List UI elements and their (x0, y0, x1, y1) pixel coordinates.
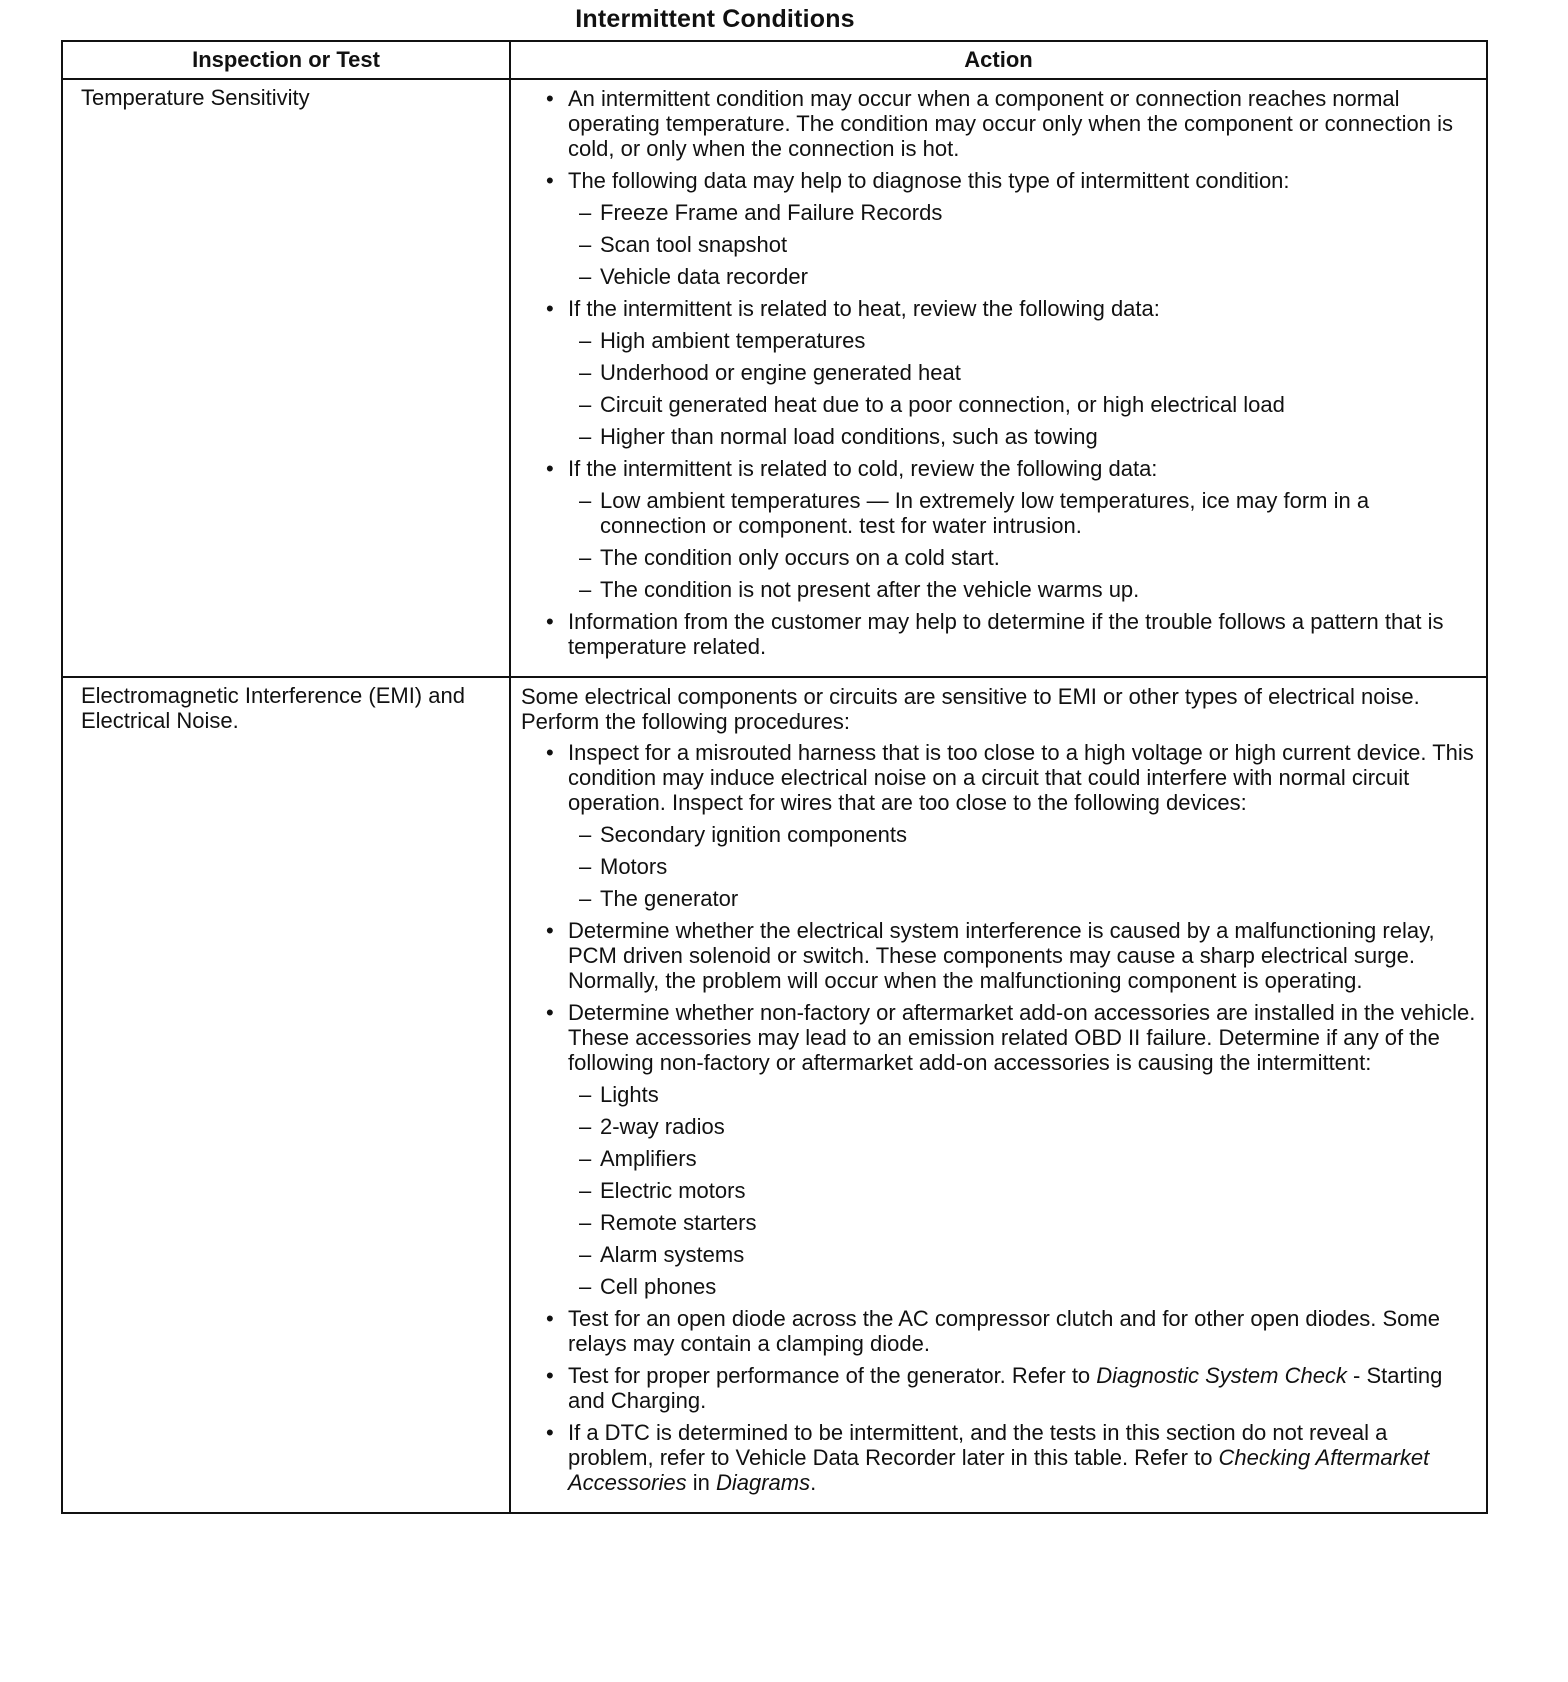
bullet-item (521, 609, 1478, 659)
bullet-text-post: - Starting and Charging. (568, 1363, 1443, 1413)
sub-list (568, 822, 1478, 911)
sub-item: – High ambient temperatures (568, 328, 1478, 353)
bullet-text: If the intermittent is related to heat, review the following data: (568, 296, 1160, 321)
bullet-item (521, 1363, 1478, 1413)
intermittent-conditions-table (61, 40, 1488, 1514)
header-action: Action (510, 41, 1487, 79)
sub-item: – Secondary ignition components (568, 822, 1478, 847)
bullet-item (521, 1000, 1478, 1299)
sub-item: – Circuit generated heat due to a poor connection, or high electrical load (568, 392, 1478, 417)
action-cell (510, 677, 1487, 1513)
sub-item: – Electric motors (568, 1178, 1478, 1203)
bullet-text-pre: Test for proper performance of the generator. Refer to (568, 1363, 1097, 1388)
bullet-text-post: . (810, 1470, 817, 1495)
reference-diagnostic-system-check: Diagnostic System Check (1096, 1363, 1347, 1388)
sub-item: – Cell phones (568, 1274, 1478, 1299)
sub-item: – Remote starters (568, 1210, 1478, 1235)
sub-item: – Low ambient temperatures — In extremely low temperatures, ice may form in a connection or component. test for water intrusion. (568, 488, 1478, 538)
sub-item: – Alarm systems (568, 1242, 1478, 1267)
reference-diagrams: Diagrams (715, 1470, 811, 1495)
table-row (62, 79, 1487, 677)
sub-item: – The condition is not present after the vehicle warms up. (568, 577, 1478, 602)
sub-list (568, 488, 1478, 602)
sub-list (568, 328, 1478, 449)
sub-item: – The condition only occurs on a cold start. (568, 545, 1478, 570)
bullet-list (521, 740, 1478, 1495)
bullet-text: If the intermittent is related to cold, review the following data: (568, 456, 1158, 481)
bullet-text: Test for an open diode across the AC compressor clutch and for other open diodes. Some relays may contain a clamping diode. (568, 1306, 1440, 1356)
bullet-item (521, 1420, 1478, 1495)
sub-item: – 2-way radios (568, 1114, 1478, 1139)
sub-item: – Vehicle data recorder (568, 264, 1478, 289)
sub-item: – Freeze Frame and Failure Records (568, 200, 1478, 225)
header-inspection-or-test: Inspection or Test (62, 41, 510, 79)
bullet-text-pre: If a DTC is determined to be intermittent, and the tests in this section do not reveal a problem, refer to Vehicle Data Recorder later in this table. Refer to (568, 1420, 1388, 1470)
table-row (62, 677, 1487, 1513)
reference-checking-aftermarket-accessories: Checking Aftermarket Accessories (568, 1445, 1430, 1495)
bullet-text: Determine whether non-factory or aftermarket add-on accessories are installed in the vehicle. These accessories may lead to an emission related OBD II failure. Determine if any of the following non-factory or aftermarket add-on accessories is causing the intermittent: (568, 1000, 1476, 1075)
sub-item: – Motors (568, 854, 1478, 879)
sub-item: – Underhood or engine generated heat (568, 360, 1478, 385)
sub-item: – Scan tool snapshot (568, 232, 1478, 257)
inspection-cell: Temperature Sensitivity (62, 79, 510, 677)
inspection-cell: Electromagnetic Interference (EMI) and Electrical Noise. (62, 677, 510, 1513)
bullet-text: Determine whether the electrical system interference is caused by a malfunctioning relay, PCM driven solenoid or switch. These components may cause a sharp electrical surge. Normally, the problem will occur when the malfunctioning component is operating. (568, 918, 1435, 993)
bullet-text: Information from the customer may help to determine if the trouble follows a pattern that is temperature related. (568, 609, 1444, 659)
action-cell (510, 79, 1487, 677)
sub-list (568, 200, 1478, 289)
bullet-text: The following data may help to diagnose this type of intermittent condition: (568, 168, 1290, 193)
action-intro: Some electrical components or circuits are sensitive to EMI or other types of electrical noise. Perform the following procedures: (521, 684, 1420, 734)
sub-item: – Lights (568, 1082, 1478, 1107)
bullet-item (521, 86, 1478, 161)
bullet-item (521, 740, 1478, 911)
sub-item: – Higher than normal load conditions, such as towing (568, 424, 1478, 449)
bullet-text: An intermittent condition may occur when a component or connection reaches normal operating temperature. The condition may occur only when the component or connection is cold, or only when the connection is hot. (568, 86, 1453, 161)
bullet-item (521, 918, 1478, 993)
sub-list (568, 1082, 1478, 1299)
bullet-item (521, 296, 1478, 449)
bullet-text-mid: in (686, 1470, 716, 1495)
header-row (62, 41, 1487, 79)
bullet-text: Inspect for a misrouted harness that is too close to a high voltage or high current device. This condition may induce electrical noise on a circuit that could interfere with normal circuit operation. Inspect for wires that are too close to the following devices: (568, 740, 1474, 815)
page-title: Intermittent Conditions (575, 5, 855, 33)
bullet-item (521, 1306, 1478, 1356)
bullet-list (521, 86, 1478, 659)
bullet-item (521, 168, 1478, 289)
bullet-item (521, 456, 1478, 602)
sub-item: – Amplifiers (568, 1146, 1478, 1171)
sub-item: – The generator (568, 886, 1478, 911)
